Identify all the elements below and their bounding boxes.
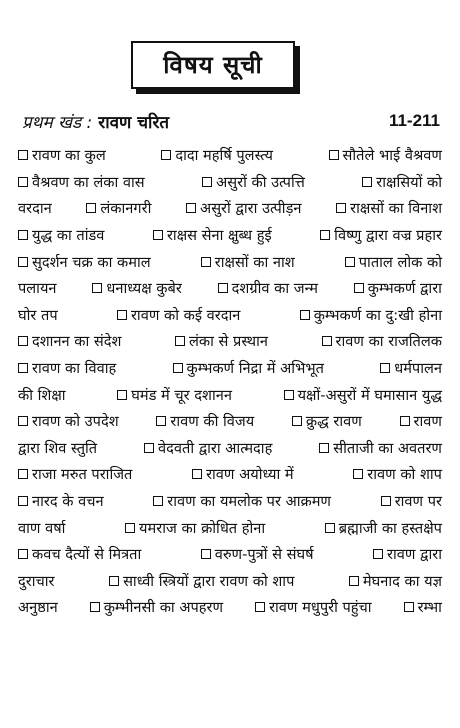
section-title: रावण चरित <box>98 112 170 133</box>
toc-entry <box>255 597 372 617</box>
toc-entry-text: वरुण-पुत्रों से संघर्ष <box>214 546 314 564</box>
toc-line <box>18 248 442 275</box>
checkbox-bullet-icon <box>373 549 383 559</box>
checkbox-bullet-icon <box>175 336 185 346</box>
toc-entry-text: रावण द्वारा <box>387 546 442 564</box>
checkbox-bullet-icon <box>144 443 154 453</box>
toc-entry <box>201 252 295 272</box>
checkbox-bullet-icon <box>92 283 102 293</box>
checkbox-bullet-icon <box>186 203 196 213</box>
checkbox-bullet-icon <box>362 177 372 187</box>
checkbox-bullet-icon <box>336 203 346 213</box>
toc-entry-text: मेघनाद का यज्ञ <box>362 572 442 590</box>
toc-entry <box>18 172 145 192</box>
toc-entry <box>92 278 181 298</box>
toc-entry-text: रावण मधुपुरी पहुंचा <box>269 599 372 617</box>
toc-entry <box>345 252 442 272</box>
toc-entry-text: रावण को कई वरदान <box>130 306 241 324</box>
checkbox-bullet-icon <box>325 523 335 533</box>
toc-entry-text: रम्भा <box>417 599 442 617</box>
checkbox-bullet-icon <box>117 310 127 320</box>
toc-entry <box>202 172 305 192</box>
toc-entry-text: असुरों की उत्पत्ति <box>216 173 305 191</box>
toc-line <box>18 568 442 595</box>
toc-entry-text: रावण की विजय <box>170 413 255 431</box>
toc-entry-text: कुम्भकर्ण निद्रा में अभिभूत <box>186 360 324 378</box>
toc-entry <box>329 145 442 165</box>
toc-entry-text: दादा महर्षि पुलस्त्य <box>175 147 273 165</box>
toc-entry <box>380 358 442 378</box>
toc-line <box>18 222 442 249</box>
toc-entry <box>320 225 442 245</box>
toc-entry-text: राजा मरुत पराजित <box>32 466 133 484</box>
toc-entry-text: लंका से प्रस्थान <box>189 333 268 351</box>
toc-entry <box>175 331 268 351</box>
toc-entry-text: यक्षों-असुरों में घमासान युद्ध <box>297 386 442 404</box>
toc-entry-text: साध्वी स्त्रियों द्वारा रावण को शाप <box>123 572 295 590</box>
toc-entry-text: रावण <box>413 413 442 431</box>
toc-entry-text: घोर तप <box>18 306 58 324</box>
toc-entry-text: युद्ध का तांडव <box>32 227 105 245</box>
checkbox-bullet-icon <box>153 496 163 506</box>
toc-entry-text: राक्षस सेना क्षुब्ध हुई <box>166 227 272 245</box>
toc-entry-text: क्रुद्ध रावण <box>305 413 362 431</box>
toc-line <box>18 355 442 382</box>
toc-entry-text: वरदान <box>18 200 52 218</box>
toc-entry-text: रावण का कुल <box>32 147 106 165</box>
checkbox-bullet-icon <box>201 549 211 559</box>
checkbox-bullet-icon <box>255 602 265 612</box>
toc-entry <box>109 571 294 591</box>
toc-entry-text: दशानन का संदेश <box>32 333 122 351</box>
checkbox-bullet-icon <box>218 283 228 293</box>
toc-line <box>18 275 442 302</box>
checkbox-bullet-icon <box>381 496 391 506</box>
checkbox-bullet-icon <box>329 150 339 160</box>
toc-entry-text: नारद के वचन <box>32 493 104 511</box>
toc-entry <box>292 411 362 431</box>
checkbox-bullet-icon <box>18 416 28 426</box>
toc-entry-text: असुरों द्वारा उत्पीड़न <box>200 200 302 218</box>
toc-entry-text: यमराज का क्रोधित होना <box>139 519 266 537</box>
toc-entry-text: रावण को उपदेश <box>32 413 119 431</box>
checkbox-bullet-icon <box>18 549 28 559</box>
toc-entry <box>18 358 116 378</box>
toc-entry <box>404 597 442 617</box>
toc-entry <box>18 518 65 538</box>
toc-entry-text: वैश्रवण का लंका वास <box>32 173 145 191</box>
checkbox-bullet-icon <box>153 230 163 240</box>
toc-entry-text: कुम्भकर्ण द्वारा <box>367 280 442 298</box>
section-page-range: 11-211 <box>388 111 440 130</box>
toc-entry-text: कुम्भकर्ण का दु:खी होना <box>313 306 442 324</box>
toc-entry <box>218 278 318 298</box>
toc-entry <box>18 385 66 405</box>
toc-line <box>18 169 442 196</box>
toc-entry-text: विष्णु द्वारा वज्र प्रहार <box>334 227 442 245</box>
toc-entry-text: रावण का राजतिलक <box>335 333 442 351</box>
checkbox-bullet-icon <box>18 230 28 240</box>
toc-entry-text: सौतेले भाई वैश्रवण <box>342 147 442 165</box>
checkbox-bullet-icon <box>18 363 28 373</box>
toc-line <box>18 435 442 462</box>
toc-entry <box>373 544 442 564</box>
toc-line <box>18 514 442 541</box>
toc-entry-text: रावण पर <box>394 493 442 511</box>
toc-line <box>18 328 442 355</box>
toc-entry-text: रावण का विवाह <box>32 360 117 378</box>
toc-entry-text: सीताजी का अवतरण <box>333 439 442 457</box>
toc-entry <box>18 491 104 511</box>
section-heading <box>22 110 169 133</box>
toc-entry-text: धर्मपालन <box>394 360 442 378</box>
checkbox-bullet-icon <box>320 230 330 240</box>
toc-entry <box>319 438 442 458</box>
toc-line <box>18 381 442 408</box>
toc-entry <box>125 518 265 538</box>
toc-entry <box>18 198 52 218</box>
checkbox-bullet-icon <box>18 469 28 479</box>
toc-entry <box>336 198 442 218</box>
checkbox-bullet-icon <box>319 443 329 453</box>
checkbox-bullet-icon <box>109 576 119 586</box>
toc-list <box>18 142 442 621</box>
checkbox-bullet-icon <box>380 363 390 373</box>
toc-entry <box>362 172 442 192</box>
toc-entry-text: रावण अयोध्या में <box>206 466 294 484</box>
toc-entry-text: कुम्भीनसी का अपहरण <box>103 599 224 617</box>
toc-entry <box>18 464 132 484</box>
toc-entry <box>117 385 232 405</box>
toc-entry <box>354 278 442 298</box>
toc-entry <box>349 571 442 591</box>
checkbox-bullet-icon <box>18 336 28 346</box>
toc-entry-text: राक्षसों का नाश <box>214 253 295 271</box>
toc-entry <box>300 305 442 325</box>
checkbox-bullet-icon <box>192 469 202 479</box>
toc-entry <box>381 491 442 511</box>
checkbox-bullet-icon <box>349 576 359 586</box>
toc-entry-text: ब्रह्माजी का हस्तक्षेप <box>338 519 442 537</box>
toc-entry-text: रावण का यमलोक पर आक्रमण <box>167 493 331 511</box>
toc-entry <box>86 198 151 218</box>
toc-entry <box>18 571 55 591</box>
toc-entry <box>400 411 442 431</box>
checkbox-bullet-icon <box>90 602 100 612</box>
toc-line <box>18 408 442 435</box>
checkbox-bullet-icon <box>292 416 302 426</box>
toc-entry <box>201 544 314 564</box>
toc-entry <box>153 491 331 511</box>
toc-entry-text: धनाध्यक्ष कुबेर <box>106 280 182 298</box>
checkbox-bullet-icon <box>125 523 135 533</box>
checkbox-bullet-icon <box>86 203 96 213</box>
checkbox-bullet-icon <box>117 390 127 400</box>
toc-entry <box>192 464 294 484</box>
toc-entry-text: अनुष्ठान <box>18 599 58 617</box>
checkbox-bullet-icon <box>201 257 211 267</box>
checkbox-bullet-icon <box>18 150 28 160</box>
toc-entry <box>18 305 58 325</box>
toc-entry <box>284 385 442 405</box>
checkbox-bullet-icon <box>202 177 212 187</box>
checkbox-bullet-icon <box>161 150 171 160</box>
checkbox-bullet-icon <box>156 416 166 426</box>
toc-entry <box>173 358 324 378</box>
checkbox-bullet-icon <box>404 602 414 612</box>
toc-entry-text: लंकानगरी <box>100 200 152 218</box>
checkbox-bullet-icon <box>345 257 355 267</box>
toc-entry <box>18 252 151 272</box>
checkbox-bullet-icon <box>18 496 28 506</box>
toc-entry-text: द्वारा शिव स्तुति <box>18 439 98 457</box>
toc-entry <box>18 145 106 165</box>
toc-entry <box>90 597 223 617</box>
checkbox-bullet-icon <box>354 283 364 293</box>
toc-line <box>18 302 442 329</box>
toc-entry <box>18 331 121 351</box>
toc-line <box>18 594 442 621</box>
toc-entry <box>18 544 141 564</box>
checkbox-bullet-icon <box>18 177 28 187</box>
toc-entry-text: पाताल लोक को <box>358 253 442 271</box>
toc-entry <box>153 225 272 245</box>
toc-entry <box>117 305 240 325</box>
toc-entry-text: सुदर्शन चक्र का कमाल <box>32 253 151 271</box>
toc-entry-text: राक्षसों का विनाश <box>350 200 442 218</box>
toc-entry-text: पलायन <box>18 280 57 298</box>
toc-line <box>18 541 442 568</box>
checkbox-bullet-icon <box>173 363 183 373</box>
toc-entry-text: रावण को शाप <box>367 466 442 484</box>
toc-line <box>18 195 442 222</box>
toc-line <box>18 488 442 515</box>
toc-entry-text: कवच दैत्यों से मित्रता <box>32 546 142 564</box>
toc-entry-text: दुराचार <box>18 572 55 590</box>
toc-line <box>18 142 442 169</box>
page-title: विषय सूची <box>163 51 263 79</box>
checkbox-bullet-icon <box>300 310 310 320</box>
toc-entry-text: वेदवती द्वारा आत्मदाह <box>158 439 273 457</box>
toc-entry-text: की शिक्षा <box>18 386 66 404</box>
checkbox-bullet-icon <box>322 336 332 346</box>
toc-entry <box>186 198 301 218</box>
toc-entry <box>18 597 58 617</box>
toc-entry-text: राक्षसियों को <box>376 173 442 191</box>
toc-entry-text: दशग्रीव का जन्म <box>231 280 318 298</box>
toc-entry <box>161 145 273 165</box>
checkbox-bullet-icon <box>18 257 28 267</box>
toc-entry <box>325 518 442 538</box>
section-label: प्रथम खंड : <box>22 112 93 133</box>
toc-entry <box>18 278 57 298</box>
checkbox-bullet-icon <box>284 390 294 400</box>
checkbox-bullet-icon <box>400 416 410 426</box>
toc-entry <box>144 438 272 458</box>
toc-entry-text: घमंड में चूर दशानन <box>131 386 232 404</box>
toc-entry <box>322 331 442 351</box>
toc-entry <box>18 225 104 245</box>
checkbox-bullet-icon <box>353 469 363 479</box>
section-header <box>22 108 440 134</box>
toc-entry <box>156 411 254 431</box>
toc-entry-text: वाण वर्षा <box>18 519 66 537</box>
heading-box <box>131 41 295 89</box>
toc-entry <box>353 464 442 484</box>
toc-entry <box>18 438 97 458</box>
toc-line <box>18 461 442 488</box>
toc-entry <box>18 411 119 431</box>
